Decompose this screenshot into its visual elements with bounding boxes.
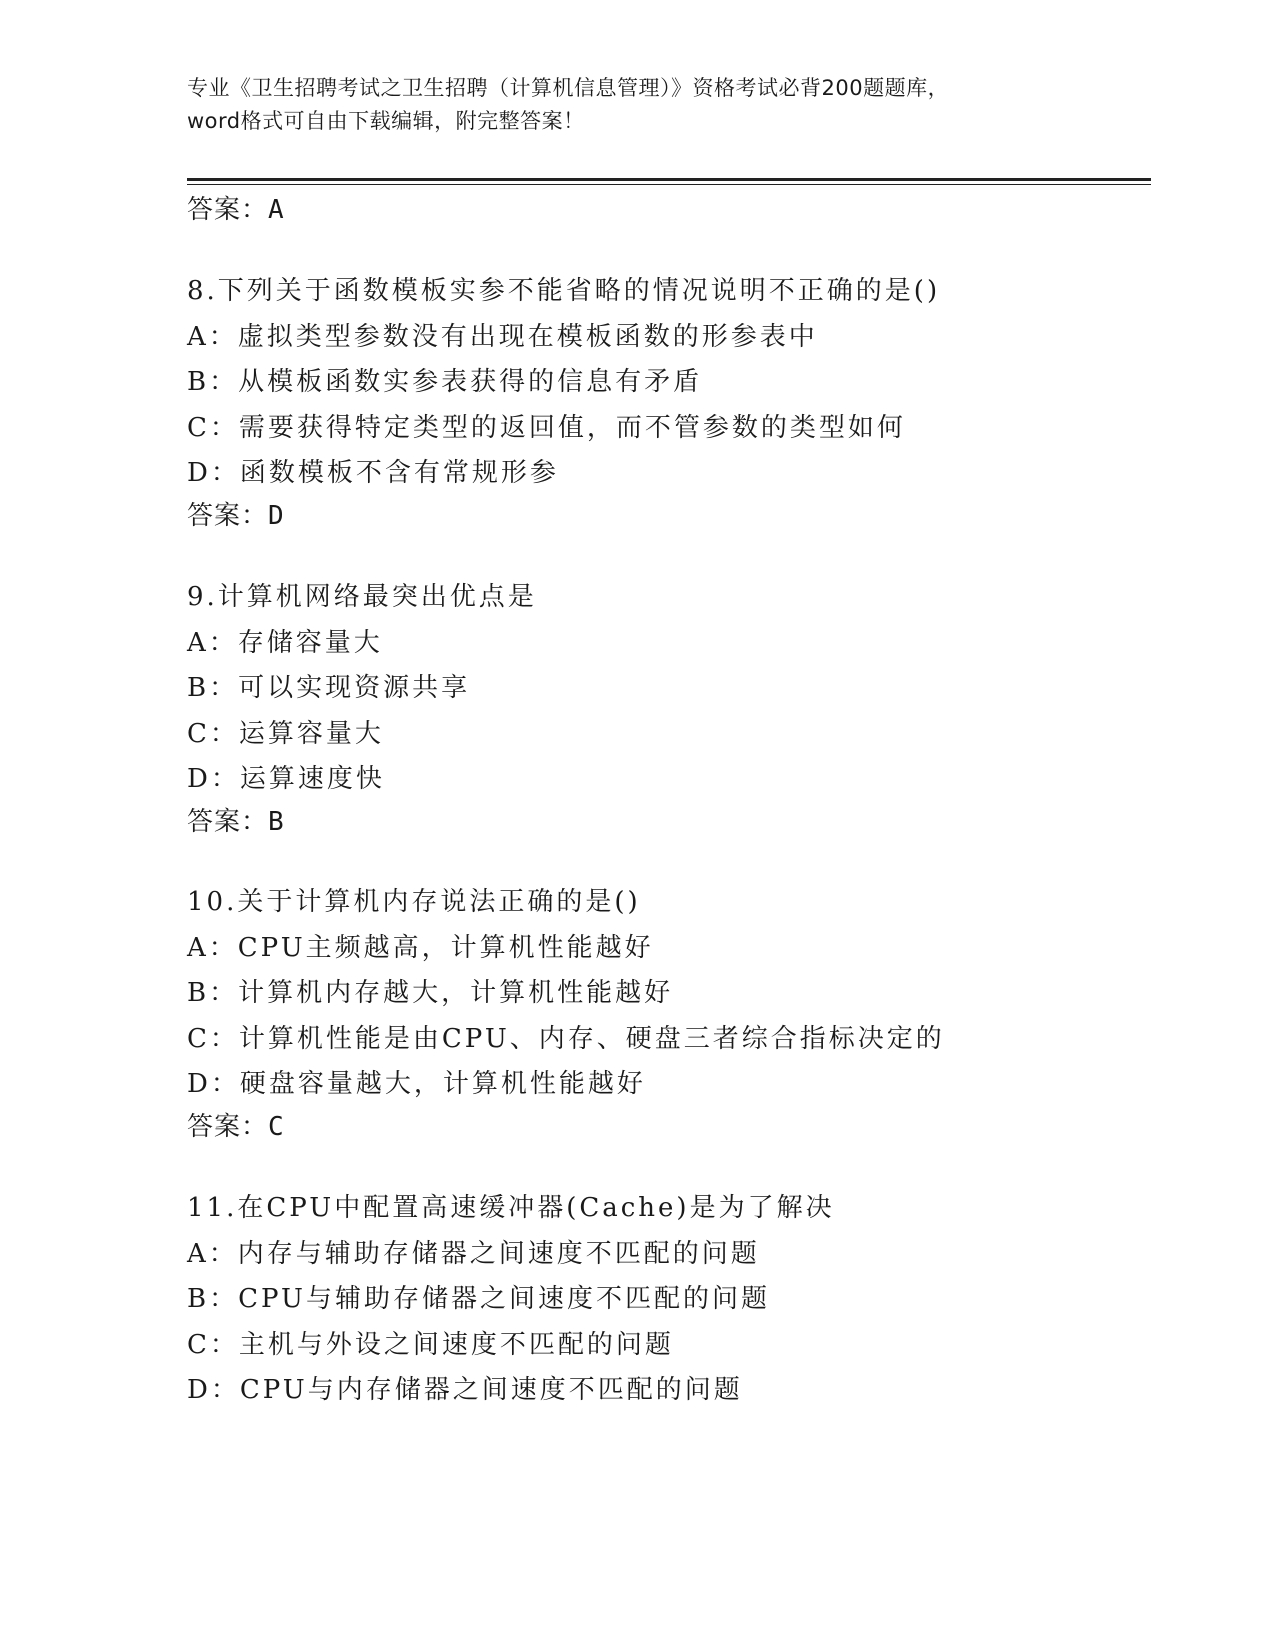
answer-label: 答案：	[187, 1112, 269, 1142]
option-b: B：从模板函数实参表获得的信息有矛盾	[187, 367, 703, 397]
answer-label: 答案：	[187, 501, 269, 531]
option-a: A：CPU主频越高，计算机性能越好	[187, 932, 654, 963]
option-c: C：需要获得特定类型的返回值，而不管参数的类型如何	[187, 412, 906, 443]
option-a: A：内存与辅助存储器之间速度不匹配的问题	[187, 1238, 760, 1269]
answer-label: 答案：	[187, 195, 269, 225]
answer-line	[187, 802, 285, 842]
option-a: A：存储容量大	[187, 627, 383, 658]
answer-key: A	[268, 195, 285, 225]
option-d: D：硬盘容量越大，计算机性能越好	[187, 1069, 646, 1099]
answer-key: D	[268, 501, 285, 531]
answer-key: B	[268, 807, 285, 837]
option-b: B：CPU与辅助存储器之间速度不匹配的问题	[187, 1284, 770, 1314]
option-d: D：运算速度快	[187, 764, 385, 794]
option-c: C：运算容量大	[187, 718, 384, 749]
question-stem: 11.在CPU中配置高速缓冲器(Cache)是为了解决	[187, 1193, 835, 1223]
question-10	[187, 880, 1147, 1108]
answer-line	[187, 496, 285, 536]
option-a: A：虚拟类型参数没有出现在模板函数的形参表中	[187, 321, 818, 352]
header-line-2: word格式可自由下载编辑，附完整答案！	[187, 109, 585, 133]
option-d: D：函数模板不含有常规形参	[187, 458, 559, 488]
answer-label: 答案：	[187, 807, 269, 837]
option-d: D：CPU与内存储器之间速度不匹配的问题	[187, 1375, 743, 1405]
option-c: C：主机与外设之间速度不匹配的问题	[187, 1329, 674, 1360]
option-b: B：可以实现资源共享	[187, 673, 471, 703]
option-b: B：计算机内存越大，计算机性能越好	[187, 978, 674, 1008]
question-8	[187, 269, 1147, 497]
answer-line	[187, 1107, 285, 1147]
option-c: C：计算机性能是由CPU、内存、硬盘三者综合指标决定的	[187, 1023, 945, 1054]
question-9	[187, 575, 1147, 803]
question-stem: 8.下列关于函数模板实参不能省略的情况说明不正确的是()	[187, 276, 941, 306]
header-divider	[187, 178, 1151, 181]
question-stem: 10.关于计算机内存说法正确的是()	[187, 887, 641, 917]
document-header	[187, 72, 1087, 138]
header-divider-thin	[187, 184, 1151, 185]
header-line-1: 专业《卫生招聘考试之卫生招聘（计算机信息管理）》资格考试必背200题题库，	[187, 76, 950, 100]
question-11	[187, 1186, 1147, 1414]
answer-line	[187, 190, 285, 230]
answer-key: C	[268, 1112, 285, 1142]
question-stem: 9.计算机网络最突出优点是	[187, 582, 537, 612]
